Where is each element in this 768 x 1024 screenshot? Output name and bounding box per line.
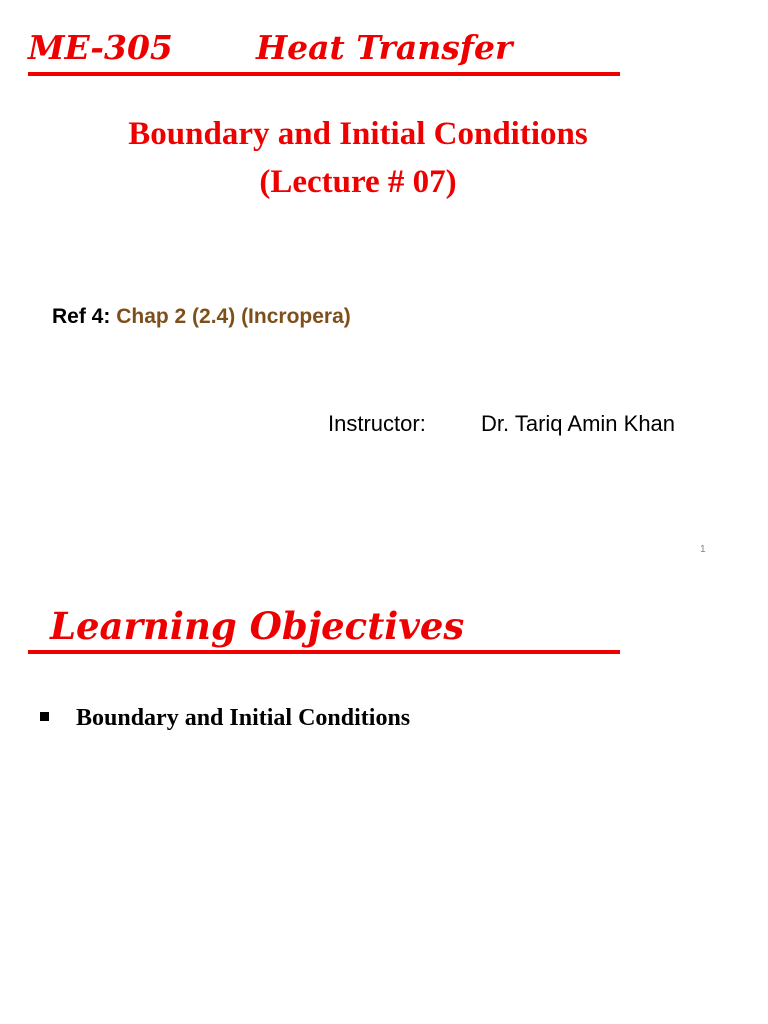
reference-label: Ref 4: xyxy=(52,305,111,328)
lecture-number: (Lecture # 07) xyxy=(259,164,457,200)
course-name: Heat Transfer xyxy=(256,28,513,67)
objectives-slide xyxy=(0,580,768,1024)
instructor-label: Instructor: xyxy=(328,411,426,436)
reference xyxy=(52,302,351,332)
list-item xyxy=(0,700,768,742)
title-underline xyxy=(28,650,620,654)
objectives-list xyxy=(0,700,768,742)
reference-source: Chap 2 (2.4) (Incropera) xyxy=(116,305,351,328)
header-divider xyxy=(28,72,620,76)
lecture-title: Boundary and Initial Conditions xyxy=(128,116,588,152)
instructor-name: Dr. Tariq Amin Khan xyxy=(481,411,676,436)
slide-number: 1 xyxy=(700,544,706,555)
list-item-text: Boundary and Initial Conditions xyxy=(76,705,411,731)
square-bullet-icon xyxy=(40,712,49,721)
course-code: ME-305 xyxy=(28,28,173,67)
section-title: Learning Objectives xyxy=(50,604,465,648)
